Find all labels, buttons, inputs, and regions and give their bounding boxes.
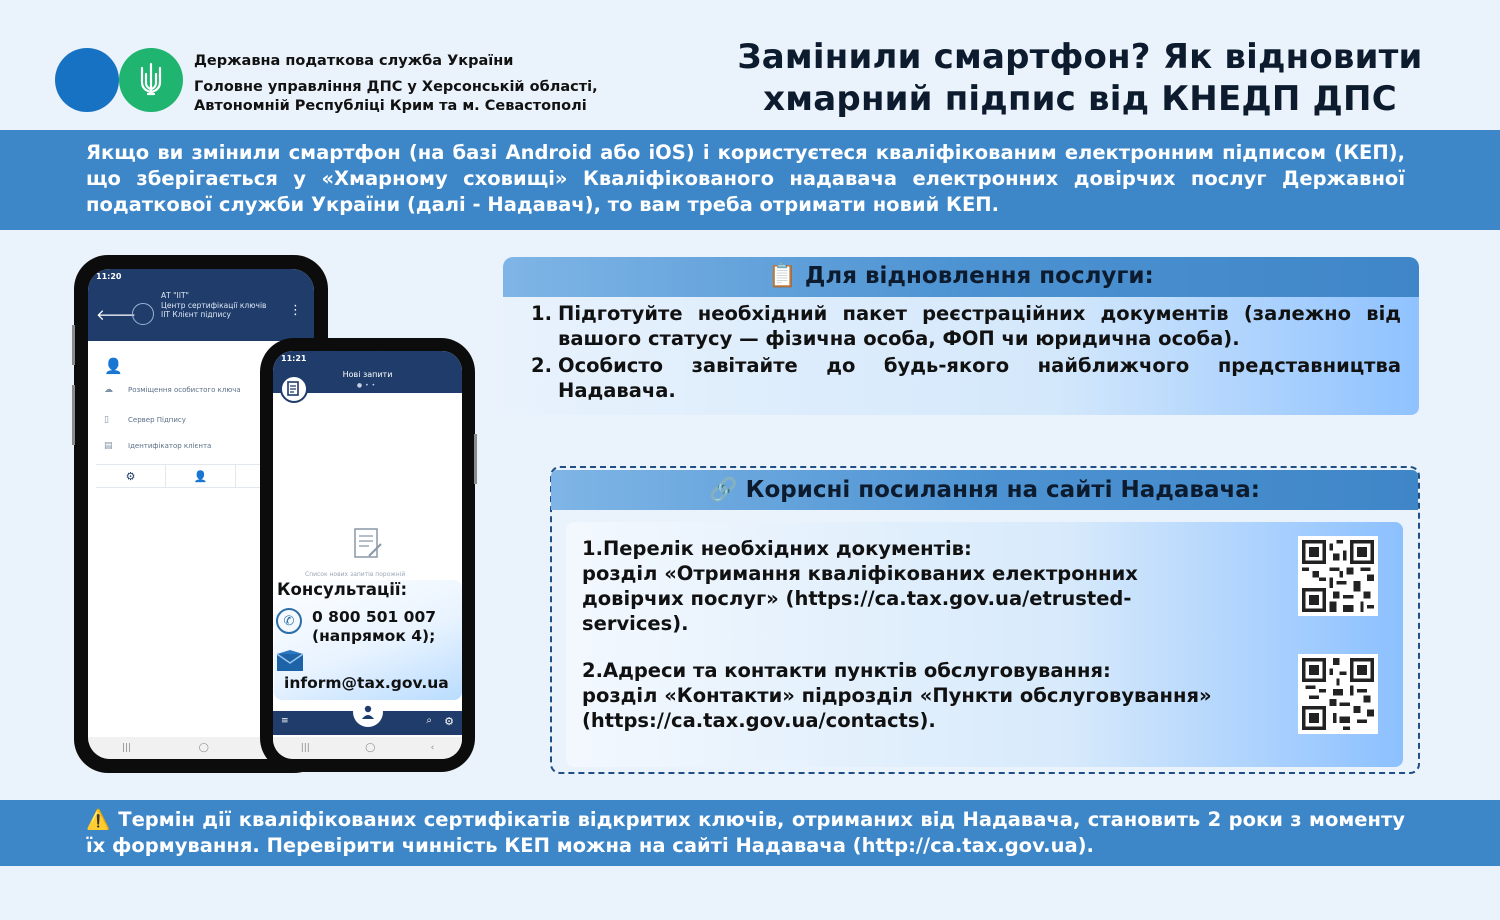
menu-row-label: Сервер Підпису: [128, 416, 186, 424]
android-navbar: [273, 737, 462, 759]
phone-icon: ✆: [276, 608, 302, 634]
org-name: Державна податкова служба України: [194, 53, 514, 69]
validity-note-text: ⚠️ Термін дії кваліфікованих сертифікатів відкритих ключів, отриманих від Надавача, становить 2 роки з моменту їх формування. Перевірити чинність КЕП можна на сайті Надавача (http://ca.tax.gov.ua).: [86, 808, 1405, 857]
avatar-icon: [132, 303, 154, 325]
link-contacts-url[interactable]: (https://ca.tax.gov.ua/contacts).: [582, 709, 936, 732]
phone-side-button: [72, 325, 75, 365]
restore-heading: 📋 Для відновлення послуги:: [503, 257, 1419, 297]
hotline-direction: (напрямок 4);: [312, 627, 436, 645]
validity-note-band: [0, 800, 1500, 866]
link-documents: [582, 536, 1272, 636]
phone-left-appbar: [88, 269, 314, 341]
step-text: Особисто завітайте до будь-якого найближчого представництва Надавача.: [558, 354, 1401, 402]
link-documents-url-end[interactable]: services).: [582, 612, 689, 635]
menu-row-label: Ідентифікатор клієнта: [128, 442, 212, 450]
org-department-line2: Автономній Республіці Крим та м. Севастополі: [194, 98, 587, 114]
user-fab-icon[interactable]: [353, 697, 383, 727]
menu-icon[interactable]: ≡: [281, 716, 289, 726]
link-documents-line: розділ «Отримання кваліфікованих електронних: [582, 562, 1138, 585]
consultations-card: [274, 580, 462, 700]
page-title: [700, 36, 1460, 120]
home-icon[interactable]: ◯: [198, 743, 209, 753]
step-text: Підготуйте необхідний пакет реєстраційних документів (залежно від вашого статусу — фізична особа, ФОП чи юридична особа).: [558, 302, 1401, 350]
phone-notch: [137, 255, 237, 269]
menu-row-label: Розміщення особистого ключа: [128, 386, 241, 394]
gear-icon[interactable]: ⚙: [444, 715, 454, 728]
link-contacts: [582, 658, 1272, 733]
page-indicator: ●••: [356, 382, 379, 389]
hotline-number: [312, 608, 436, 646]
consultations-title: Консультації:: [277, 580, 408, 599]
app-subtitle1: Центр сертифікації ключів: [161, 300, 267, 310]
app-org: АТ "ІІТ": [161, 291, 190, 300]
email-link[interactable]: inform@tax.gov.ua: [284, 674, 449, 692]
qr-code-documents[interactable]: [1298, 536, 1378, 616]
step-number: 1.: [531, 302, 552, 325]
phone-side-button: [72, 385, 75, 445]
dps-logo-blue-circle: [55, 48, 119, 112]
server-icon: ▯: [104, 415, 109, 425]
trident-icon: [138, 62, 164, 98]
page-title-line1: Замінили смартфон? Як відновити: [737, 37, 1423, 77]
settings-tab-icon[interactable]: ⚙: [96, 465, 166, 487]
home-icon[interactable]: ◯: [365, 743, 376, 753]
user-tab-icon[interactable]: 👤: [166, 465, 236, 487]
page-title-line2: хмарний підпис від КНЕДП ДПС: [763, 79, 1397, 119]
link-documents-url[interactable]: довірчих послуг» (https://ca.tax.gov.ua/etrusted-: [582, 587, 1132, 610]
envelope-icon: [276, 650, 304, 676]
back-arrow-icon[interactable]: 🡐: [96, 306, 137, 324]
document-badge-icon: [280, 375, 308, 403]
organization-block: [194, 52, 598, 116]
search-icon[interactable]: ⌕: [426, 715, 432, 726]
hotline-number-text: 0 800 501 007: [312, 608, 437, 626]
step-number: 2.: [531, 354, 552, 377]
empty-list-text: Список нових запитів порожній: [305, 571, 406, 578]
restore-step: [531, 353, 1401, 403]
intro-text: Якщо ви змінили смартфон (на базі Android або iOS) і користуєтеся кваліфікованим електронним підписом (КЕП), що зберігається у «Хмарному сховищі» Кваліфікованого надавача електронних довірчих послуг Державної податкової служби України (далі - Надавач), то вам треба отримати новий КЕП.: [86, 141, 1405, 216]
id-card-icon: ▤: [104, 441, 113, 451]
restore-panel: [503, 297, 1419, 415]
menu-row-sign-server[interactable]: [104, 415, 186, 425]
recent-apps-icon[interactable]: |||: [300, 743, 310, 753]
menu-row-key-location[interactable]: [104, 385, 241, 395]
link-contacts-title: 2.Адреси та контакти пунктів обслуговування:: [582, 659, 1111, 682]
menu-row-client-id[interactable]: [104, 441, 211, 451]
qr-code-contacts[interactable]: [1298, 654, 1378, 734]
trident-logo: [119, 48, 183, 112]
org-department-line1: Головне управління ДПС у Херсонській області,: [194, 79, 598, 95]
status-time: 11:20: [96, 272, 122, 281]
user-check-icon: 👤: [104, 357, 123, 375]
app-header-text: [161, 291, 266, 320]
links-panel: [566, 522, 1403, 767]
recent-apps-icon[interactable]: |||: [121, 743, 131, 753]
phone-side-button: [474, 434, 477, 484]
more-menu-icon[interactable]: ⋮: [289, 303, 302, 318]
smartphone-right: [260, 338, 475, 772]
back-icon[interactable]: ‹: [430, 743, 435, 753]
app-subtitle2: ІІТ Клієнт підпису: [161, 310, 231, 319]
screen-title: Нові запити: [342, 370, 393, 379]
phone-notch: [325, 338, 385, 348]
intro-band: [0, 130, 1500, 230]
cloud-icon: ☁: [104, 385, 113, 395]
links-heading: 🔗 Корисні посилання на сайті Надавача:: [551, 470, 1418, 510]
link-documents-title: 1.Перелік необхідних документів:: [582, 537, 972, 560]
restore-steps: [531, 301, 1401, 405]
link-contacts-line: розділ «Контакти» підрозділ «Пункти обслуговування»: [582, 684, 1212, 707]
empty-list-icon: [351, 526, 385, 566]
restore-step: [531, 301, 1401, 351]
status-time: 11:21: [281, 354, 307, 363]
